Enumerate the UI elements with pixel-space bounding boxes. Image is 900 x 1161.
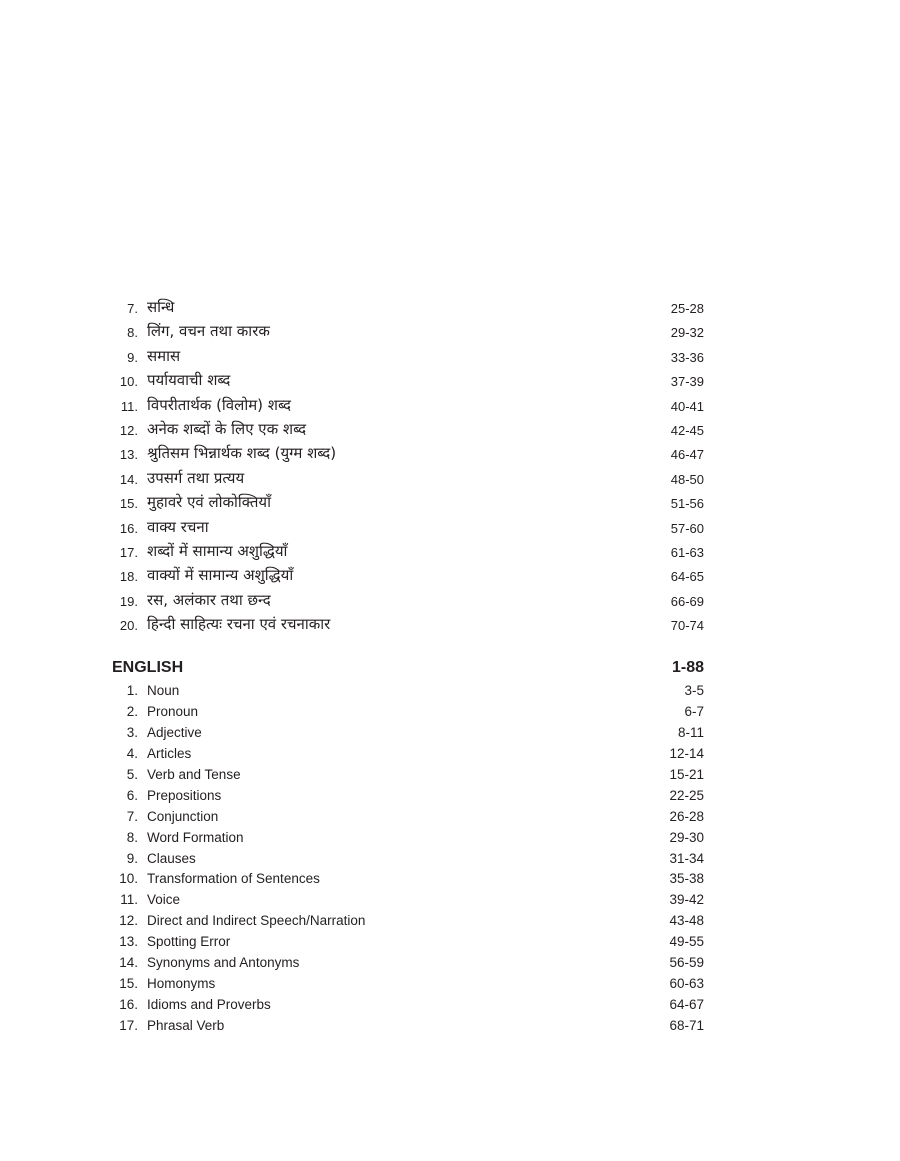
toc-entry[interactable] bbox=[112, 869, 704, 890]
entry-pages: 3-5 bbox=[684, 683, 704, 698]
entry-title: Noun bbox=[147, 683, 180, 698]
entry-title: Synonyms and Antonyms bbox=[147, 955, 300, 971]
entry-title: अनेक शब्दों के लिए एक शब्द bbox=[147, 419, 307, 438]
toc-entry[interactable] bbox=[112, 911, 704, 932]
entry-title: Word Formation bbox=[147, 829, 244, 845]
entry-pages: 51-56 bbox=[670, 496, 704, 512]
entry-pages: 29-30 bbox=[669, 829, 704, 845]
entry-number: 8. bbox=[126, 829, 138, 845]
entry-number: 16. bbox=[119, 997, 138, 1013]
toc-entry[interactable] bbox=[112, 974, 704, 995]
entry-pages: 66-69 bbox=[670, 593, 704, 609]
entry-number: 13. bbox=[119, 447, 138, 463]
entry-title: श्रुतिसम भिन्नार्थक शब्द (युग्म शब्द) bbox=[147, 444, 337, 463]
entry-pages: 68-71 bbox=[669, 1018, 704, 1033]
entry-number: 17. bbox=[119, 1018, 138, 1033]
toc-entry[interactable] bbox=[112, 890, 704, 911]
entry-pages: 8-11 bbox=[677, 724, 704, 740]
entry-title: Phrasal Verb bbox=[147, 1018, 225, 1033]
entry-pages: 64-65 bbox=[670, 569, 704, 585]
entry-title: मुहावरे एवं लोकोक्तियाँ bbox=[147, 493, 271, 512]
entry-title: उपसर्ग तथा प्रत्यय bbox=[147, 468, 245, 487]
toc-entry[interactable] bbox=[112, 539, 704, 563]
entry-number: 2. bbox=[126, 703, 138, 719]
entry-pages: 56-59 bbox=[669, 955, 704, 971]
entry-number: 12. bbox=[119, 913, 138, 929]
toc-entry[interactable] bbox=[112, 702, 704, 723]
toc-entry[interactable] bbox=[112, 953, 704, 974]
entry-pages: 37-39 bbox=[670, 374, 704, 390]
entry-pages: 40-41 bbox=[670, 398, 704, 414]
toc-entry[interactable] bbox=[112, 786, 704, 807]
entry-title: Articles bbox=[147, 745, 192, 761]
toc-entry[interactable] bbox=[112, 368, 704, 392]
entry-title: Idioms and Proverbs bbox=[147, 997, 271, 1013]
entry-pages: 6-7 bbox=[684, 703, 704, 719]
toc-entry[interactable] bbox=[112, 612, 704, 636]
hindi-contents-list bbox=[112, 295, 704, 636]
entry-pages: 31-34 bbox=[669, 850, 704, 866]
entry-number: 9. bbox=[126, 850, 138, 866]
entry-number: 14. bbox=[119, 471, 138, 487]
entry-title: लिंग, वचन तथा कारक bbox=[147, 322, 270, 341]
entry-number: 10. bbox=[119, 871, 138, 887]
entry-title: वाक्यों में सामान्य अशुद्धियाँ bbox=[147, 566, 294, 585]
english-section-heading[interactable] bbox=[112, 656, 704, 680]
toc-entry[interactable] bbox=[112, 932, 704, 953]
entry-pages: 61-63 bbox=[670, 544, 704, 560]
entry-title: Clauses bbox=[147, 850, 196, 866]
toc-entry[interactable] bbox=[112, 588, 704, 612]
entry-pages: 70-74 bbox=[670, 618, 704, 634]
entry-number: 13. bbox=[119, 934, 138, 950]
toc-entry[interactable] bbox=[112, 828, 704, 849]
toc-entry[interactable] bbox=[112, 849, 704, 870]
entry-number: 5. bbox=[126, 766, 138, 782]
entry-pages: 33-36 bbox=[670, 349, 704, 365]
entry-number: 11. bbox=[120, 398, 138, 414]
entry-pages: 29-32 bbox=[670, 325, 704, 341]
entry-title: समास bbox=[147, 346, 181, 365]
toc-entry[interactable] bbox=[112, 995, 704, 1016]
entry-title: Pronoun bbox=[147, 703, 199, 719]
entry-number: 20. bbox=[119, 618, 138, 634]
entry-pages: 49-55 bbox=[669, 934, 704, 950]
entry-number: 19. bbox=[119, 593, 138, 609]
toc-entry[interactable] bbox=[112, 466, 704, 490]
entry-title: Spotting Error bbox=[147, 934, 231, 950]
entry-pages: 12-14 bbox=[669, 745, 704, 761]
entry-number: 18. bbox=[119, 569, 138, 585]
entry-title: Adjective bbox=[147, 724, 202, 740]
entry-pages: 57-60 bbox=[670, 520, 704, 536]
toc-entry[interactable] bbox=[112, 563, 704, 587]
entry-number: 6. bbox=[126, 787, 138, 803]
entry-pages: 60-63 bbox=[669, 976, 704, 992]
entry-number: 7. bbox=[126, 808, 138, 824]
entry-pages: 15-21 bbox=[669, 766, 704, 782]
toc-entry[interactable] bbox=[112, 681, 704, 702]
entry-number: 8. bbox=[127, 325, 138, 341]
entry-pages: 64-67 bbox=[669, 997, 704, 1013]
entry-title: Verb and Tense bbox=[147, 766, 241, 782]
entry-title: विपरीतार्थक (विलोम) शब्द bbox=[147, 395, 291, 414]
entry-number: 7. bbox=[127, 301, 138, 316]
entry-title: हिन्दी साहित्यः रचना एवं रचनाकार bbox=[147, 615, 331, 634]
entry-pages: 46-47 bbox=[670, 447, 704, 463]
entry-pages: 43-48 bbox=[669, 913, 704, 929]
toc-entry[interactable] bbox=[112, 441, 704, 465]
entry-number: 3. bbox=[126, 724, 138, 740]
toc-entry[interactable] bbox=[112, 515, 704, 539]
toc-entry[interactable] bbox=[112, 393, 704, 417]
toc-entry[interactable] bbox=[112, 765, 704, 786]
entry-number: 1. bbox=[126, 683, 138, 698]
entry-pages: 26-28 bbox=[669, 808, 704, 824]
entry-title: शब्दों में सामान्य अशुद्धियाँ bbox=[147, 541, 288, 560]
entry-number: 14. bbox=[119, 955, 138, 971]
entry-number: 10. bbox=[119, 374, 138, 390]
entry-title: रस, अलंकार तथा छन्द bbox=[147, 590, 271, 609]
entry-title: वाक्य रचना bbox=[147, 517, 209, 536]
toc-entry[interactable] bbox=[112, 344, 704, 368]
toc-entry[interactable] bbox=[112, 744, 704, 765]
toc-entry[interactable] bbox=[112, 295, 704, 319]
toc-entry[interactable] bbox=[112, 417, 704, 441]
entry-pages: 25-28 bbox=[670, 301, 704, 316]
toc-entry[interactable] bbox=[112, 807, 704, 828]
entry-number: 16. bbox=[119, 520, 138, 536]
entry-number: 15. bbox=[119, 496, 138, 512]
entry-number: 12. bbox=[119, 422, 138, 438]
toc-entry[interactable] bbox=[112, 723, 704, 744]
entry-title: पर्यायवाची शब्द bbox=[147, 371, 231, 390]
entry-title: Transformation of Sentences bbox=[147, 871, 320, 887]
entry-number: 11. bbox=[120, 892, 138, 908]
toc-entry[interactable] bbox=[112, 490, 704, 514]
toc-entry[interactable] bbox=[112, 319, 704, 343]
entry-title: Homonyms bbox=[147, 976, 216, 992]
entry-number: 4. bbox=[126, 745, 138, 761]
entry-title: Direct and Indirect Speech/Narration bbox=[147, 913, 366, 929]
section-title: ENGLISH bbox=[112, 659, 184, 676]
entry-title: Conjunction bbox=[147, 808, 219, 824]
entry-pages: 35-38 bbox=[669, 871, 704, 887]
entry-pages: 39-42 bbox=[669, 892, 704, 908]
entry-title: Voice bbox=[147, 892, 181, 908]
toc-entry[interactable] bbox=[112, 1016, 704, 1037]
entry-title: Prepositions bbox=[147, 787, 222, 803]
entry-title: सन्धि bbox=[147, 298, 175, 316]
entry-number: 9. bbox=[127, 349, 138, 365]
entry-pages: 22-25 bbox=[669, 787, 704, 803]
entry-pages: 42-45 bbox=[670, 422, 704, 438]
section-pages: 1-88 bbox=[671, 659, 704, 676]
entry-pages: 48-50 bbox=[670, 471, 704, 487]
entry-number: 15. bbox=[119, 976, 138, 992]
entry-number: 17. bbox=[119, 544, 138, 560]
english-contents-list bbox=[112, 681, 704, 1037]
